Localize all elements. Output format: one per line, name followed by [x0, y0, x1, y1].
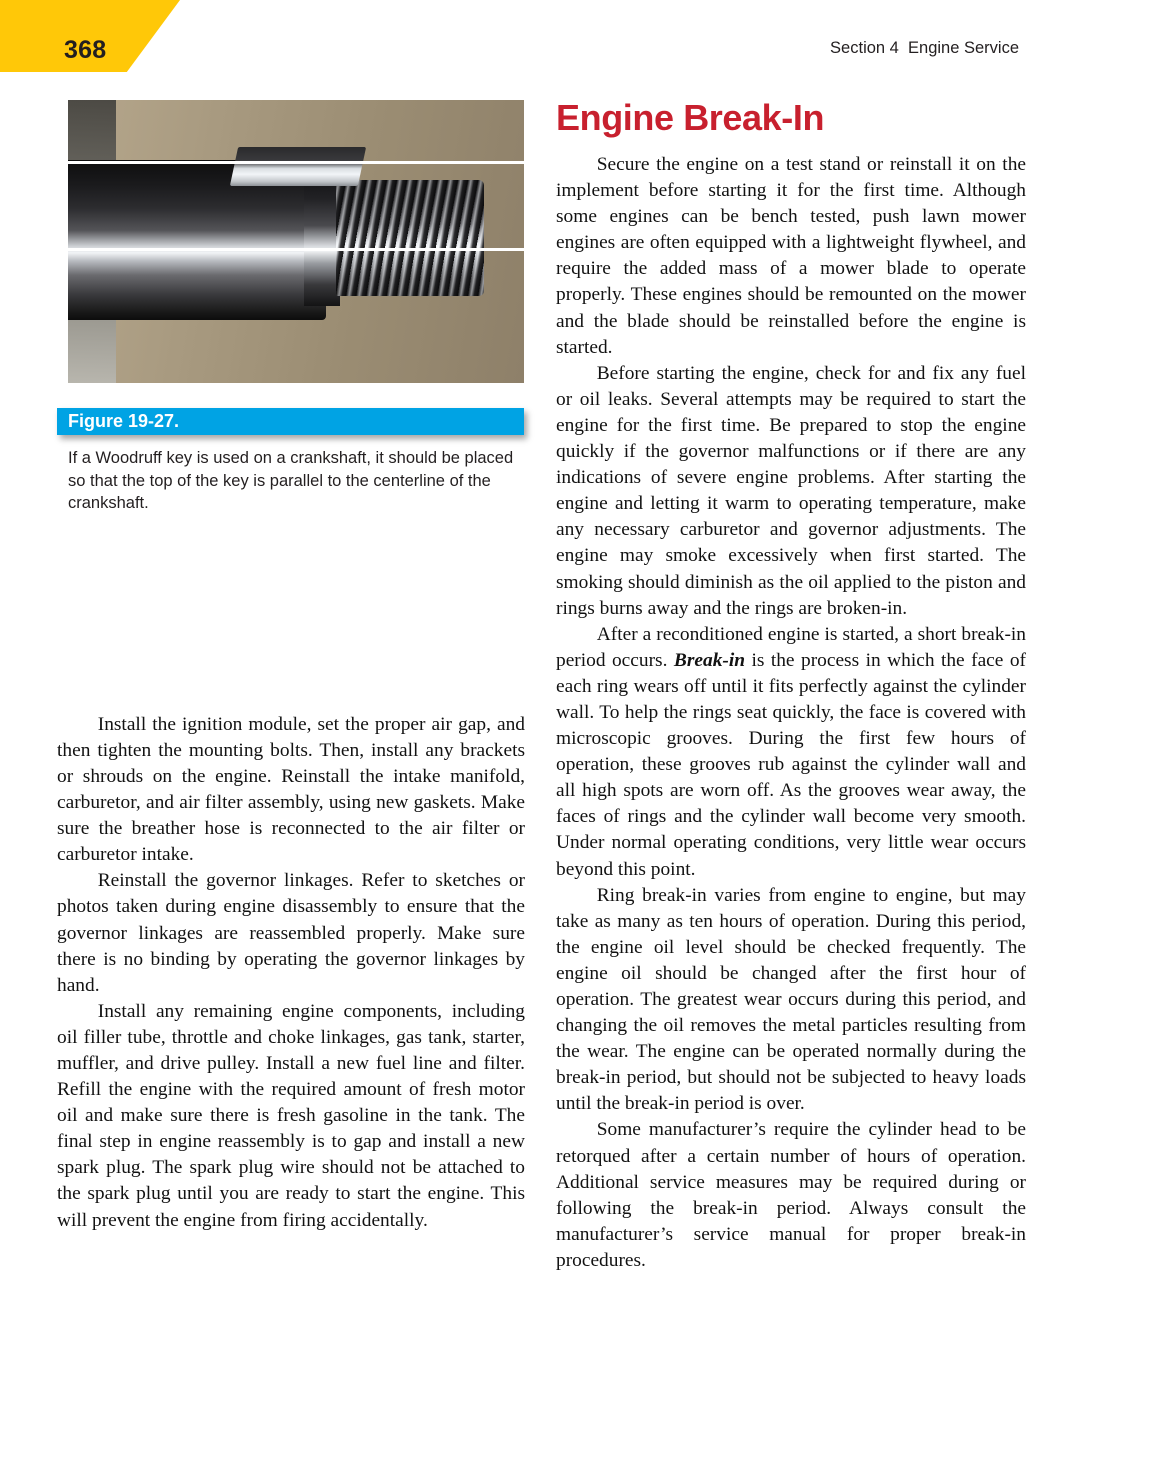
figure-photo [68, 100, 524, 383]
page-number: 368 [64, 36, 107, 64]
paragraph-lead: After a reconditioned engine is started, a short break-in period occurs. [556, 623, 1026, 671]
paragraph: Ring break-in varies from engine to engine, but may take as many as ten hours of operation. During this period, the engine oil level should be checked frequently. The engine oil should be changed after the first hour of operation. The greatest wear occurs during this period, and changing the oil removes the metal particles resulting from the wear. The engine can be operated normally during the break-in period, but should not be subjected to heavy loads until the break-in period is over. [556, 884, 1026, 1115]
paragraph-rest: is the process in which the face of each ring wears off until it fits perfectly against the cylinder wall. To help the rings seat quickly, the face is covered with microscopic grooves. During the first few hours of operation, these grooves rub against the cylinder wall and all high spots are worn off. As the grooves wear away, the faces of rings and the cylinder wall become very smooth. Under normal operating conditions, very little wear occurs beyond this point. [556, 649, 1026, 880]
paragraph: Secure the engine on a test stand or reinstall it on the implement before starting it for the first time. Although some engines can be bench tested, push lawn mower engines are often equipped with a lightweight flywheel, and require the added mass of a mower blade to operate properly. These engines should be remounted on the mower and the blade should be reinstalled before the engine is started. [556, 154, 1026, 358]
paragraph: Some manufacturer’s require the cylinder head to be retorqued after a certain number of hours of operation. Additional service measures may be required during or following the break-in period. Always consult the manufacturer’s service manual for proper break-in procedures. [556, 1119, 1026, 1271]
section-heading: Engine Break-In [556, 97, 825, 138]
crankshaft-shoulder [304, 172, 340, 306]
left-column [57, 100, 525, 1234]
left-column-body [57, 712, 525, 1234]
running-head: Section 4 Engine Service [830, 39, 1019, 57]
woodruff-key [230, 147, 366, 186]
defined-term: Break-in [673, 649, 746, 671]
paragraph: Install any remaining engine components, including oil filler tube, throttle and choke linkages, gas tank, starter, muffler, and drive pulley. Install a new fuel line and filter. Refill the engine with the required amount of fresh motor oil and make sure there is fresh gasoline in the tank. The final step in engine reassembly is to gap and install a new spark plug. The spark plug wire should not be attached to the spark plug until you are ready to start the engine. This will prevent the engine from firing accidentally. [57, 1000, 525, 1231]
figure-label: Figure 19-27. [68, 411, 180, 431]
figure-caption: If a Woodruff key is used on a crankshaft, it should be placed so that the top of the key is parallel to the centerline of the crankshaft. [68, 449, 514, 513]
paragraph: Reinstall the governor linkages. Refer to sketches or photos taken during engine disassembly to ensure that the governor linkages are reassembled properly. Make sure there is no binding by operating the governor linkages by hand. [57, 870, 525, 996]
reference-line-top [68, 161, 524, 164]
figure-label-bar [57, 408, 524, 435]
reference-line-bottom [68, 248, 524, 251]
paragraph: Install the ignition module, set the proper air gap, and then tighten the mounting bolts. Then, install any brackets or shrouds on the engine. Reinstall the intake manifold, carburetor, and air filter assembly, using new gaskets. Make sure the breather hose is reconnected to the air filter or carburetor intake. [57, 713, 525, 866]
paragraph: Before starting the engine, check for and fix any fuel or oil leaks. Several attempts may be required to start the engine for the first time. Be prepared to stop the engine quickly if the governor malfunctions or if there are any indications of severe engine problems. After starting the engine and letting it warm to operating temperature, make any necessary carburetor and governor adjustments. The engine may smoke excessively when first started. The smoking should diminish as the oil applied to the piston and rings burns away and the rings are broken-in. [556, 362, 1026, 619]
figure-19-27 [57, 100, 525, 515]
break-in-definition-paragraph [556, 622, 1026, 883]
crankshaft-threads [336, 180, 484, 296]
right-column [556, 97, 1026, 1274]
